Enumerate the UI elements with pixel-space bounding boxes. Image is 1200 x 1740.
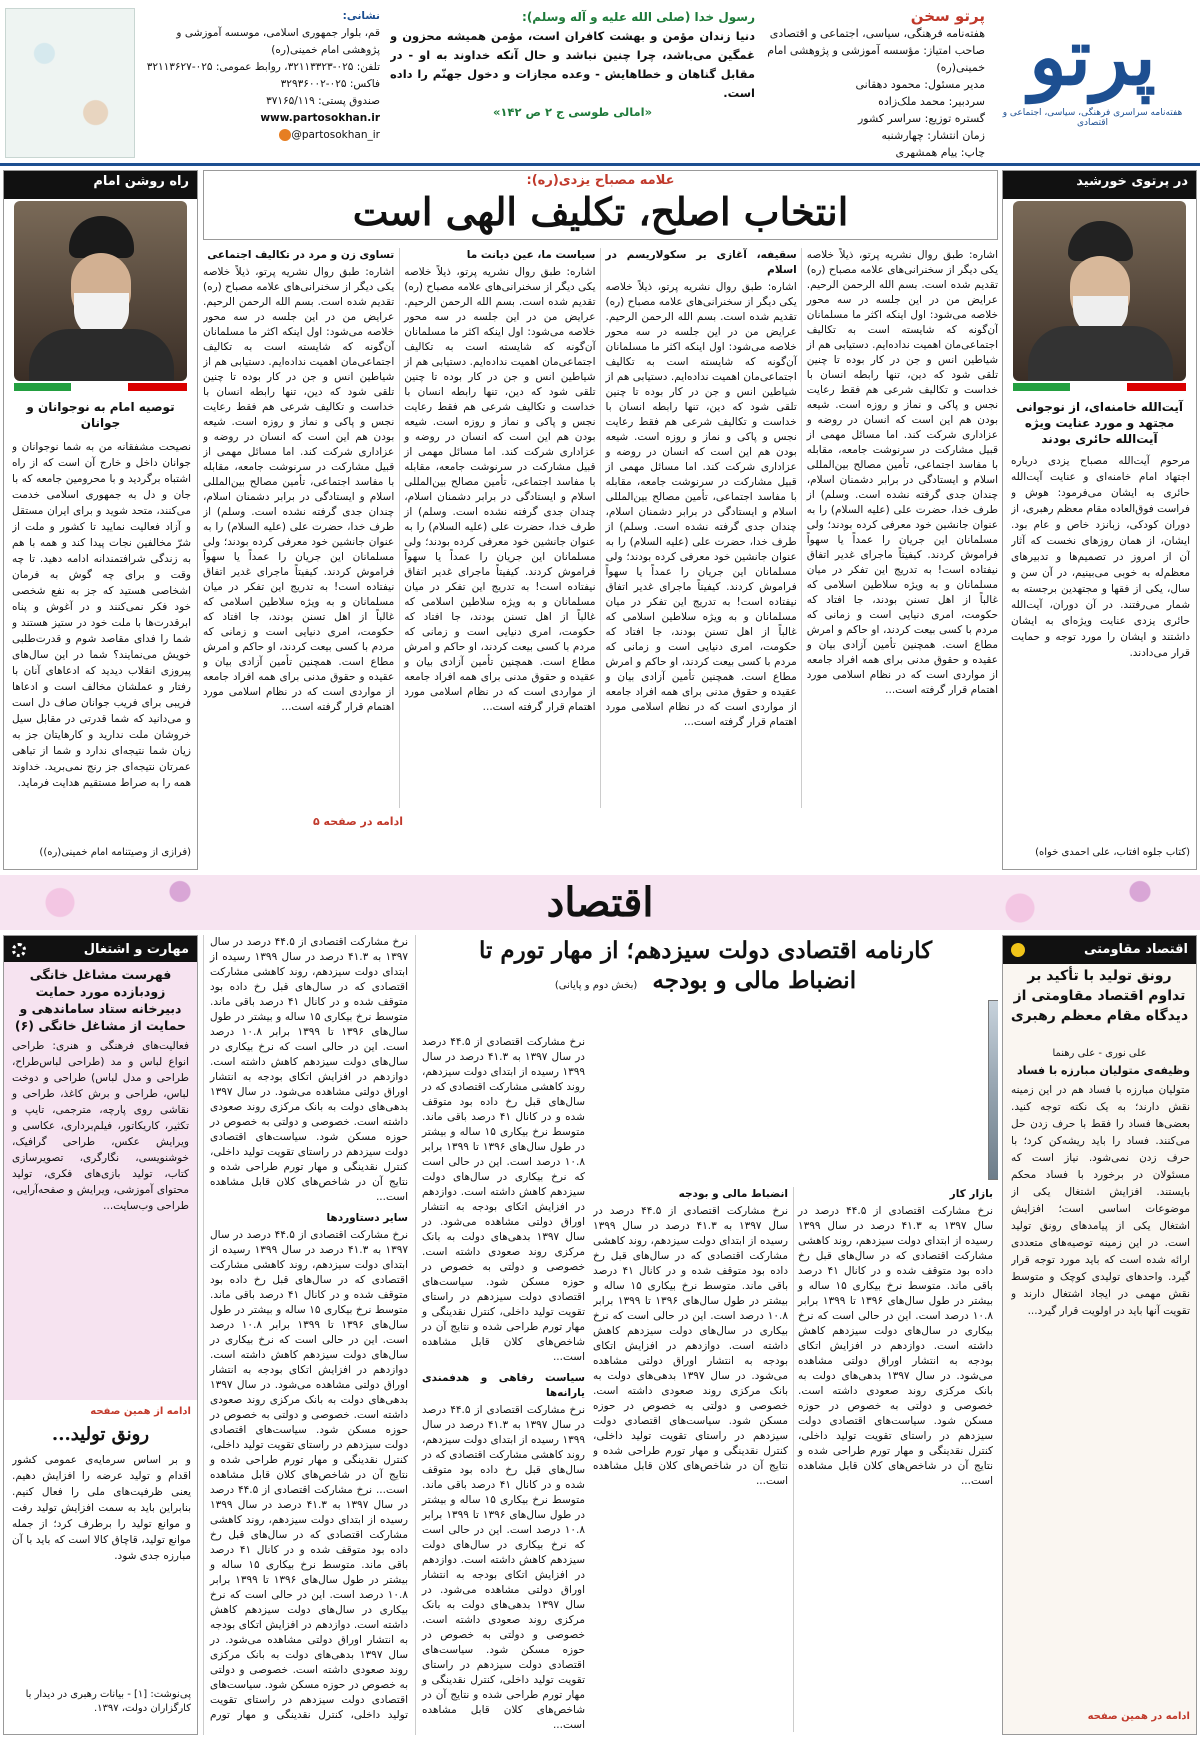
social-icon	[279, 129, 291, 141]
article-body: متولیان مبارزه با فساد هم در این زمینه نقش دارند؛ به یک نکته توجه کنید. بعضی‌ها فساد را فقط با حرف زدن حل می‌کنند. فساد را باید ریشه‌کن کرد؛ با حرف زدن نمی‌شود. نیاز است که مسئولان در برخورد با فساد محکم بایستند. افزایش اشتغال یکی از موضوعات اساسی است؛ افزایش اشتغال یکی از پیامدهای رونق تولید است. در این زمینه توصیه‌های متعددی ارائه شده است که باید مورد توجه قرار گیرد. واحدهای تولیدی کوچک و متوسط نقش مهمی در ایجاد اشتغال دارند و تقویت آنها باید در اولویت قرار گیرد...	[1011, 1084, 1190, 1317]
economy-body-left	[203, 935, 408, 1735]
main-article	[203, 170, 998, 870]
caption: توصیه امام به نوجوانان و جوانان	[26, 400, 175, 430]
main-title-box	[203, 170, 998, 240]
info-line: سردبیر: محمد ملک‌زاده	[878, 95, 985, 108]
continuation-title: رونق تولید...	[51, 1424, 150, 1445]
logo-tagline: هفته‌نامه سراسری فرهنگی، سیاسی، اجتماعی و اقتصادی	[1002, 108, 1183, 128]
hadith-text: دنیا زندان مؤمن و بهشت کافران است، مؤمن همیشه محزون و غمگین می‌باشد، چرا چنین نباشد و حال آنکه خداوند به او - در مقابل گناهان و خطاهایش - وعده مجازات و دخول جهنّم را داده است.	[390, 29, 755, 100]
economy-main-article	[203, 935, 998, 1735]
article-body: نصیحت مشفقانه من به شما نوجوانان و جوانان داخل و خارج آن است که از راه اشتباه برگردید و با محرومین جامعه که با جان و دل به جمهوری اسلامی خدمت می‌کنند، متحد شوید و برای ایران مستقل و آزاد فعالیت نمایید تا کشور و ملت از شرّ مخالفین نجات پیدا کند و همه با هم به زندگی شرافتمندانه ادامه دهید. تا چه وقت و برای چه گوش به فرمان اشخاصی هستید که جز به نفع شخصی خود فکر نمی‌کنند و در آغوش و پناه ابرقدرت‌ها با ملت خود در ستیز هستند و شما را فدای مقاصد شوم و قدرت‌طلبی خویش می‌نمایند؟ شما در این سال‌های پیروزی انقلاب دیدید که ادعاهای آنان با رفتار و عملشان مخالف است و ادعاها فریبی برای فریب جوانان صاف دل است و می‌دانید که شما قدرتی در مقابل سیل خروشان ملت ندارید و کارهایتان جز به زیان شما نتیجه‌ای ندارد و شما از تباهی عمرتان نتیجه‌ای جز رنج نمی‌برید. خداوند همه را به صراط مستقیم هدایت فرماید.	[12, 441, 191, 789]
source-note: (فرازی از وصیتنامه امام خمینی(ره))	[39, 847, 191, 858]
publication-info	[760, 8, 985, 158]
flag-strip	[1013, 383, 1186, 391]
turban-shape	[69, 216, 134, 258]
article-kicker: علامه مصباح یزدی(ره):	[526, 173, 675, 188]
robe-shape	[1028, 326, 1173, 381]
masthead	[0, 0, 1200, 165]
article-subhead: بازار کار	[949, 1188, 993, 1200]
article-body-text: نرخ مشارکت اقتصادی از ۴۴.۵ درصد در سال ۱۳۹۷ به ۴۱.۳ درصد در سال ۱۳۹۹ رسیده از ابتدای دولت سیزدهم، روند کاهشی مشارکت اقتصادی که در سال‌های قبل رخ داده بود متوقف شده و در کانال ۴۱ درصد باقی ماند. متوسط نرخ بیکاری ۱۵ ساله و بیشتر در طول سال‌های ۱۳۹۶ تا ۱۳۹۹ برابر ۱۰.۸ درصد است. این در حالی است که نرخ بیکاری در سال‌های دولت سیزدهم کاهش داشته است. دوازدهم در افزایش اتکای بودجه به انتشار اوراق دولتی مشاهده می‌شود. در سال ۱۳۹۷ بدهی‌های دولت به بانک مرکزی روند صعودی داشته است. خصوصی و دولتی به خصوص در حوزه مسکن شود. سیاست‌های اقتصادی دولت سیزدهم در راستای تقویت تولید داخلی، کنترل نقدینگی و مهار تورم طراحی شده و نتایج آن در شاخص‌های کلان قابل مشاهده است...	[593, 1205, 788, 1487]
robe-shape	[29, 329, 174, 381]
article-subhead: انضباط مالی و بودجه	[678, 1188, 788, 1200]
info-title: پرتو سخن	[910, 8, 985, 25]
info-line: گستره توزیع: سراسر کشور	[857, 112, 985, 125]
caption: آیت‌الله خامنه‌ای، از نوجوانی مجتهد و مورد عنایت ویژه آیت‌الله حائری بودند	[1015, 400, 1184, 446]
social-line	[140, 127, 380, 144]
continuation-link[interactable]: ادامه در همین صفحه	[1087, 1711, 1190, 1722]
article-body-text: نرخ مشارکت اقتصادی از ۴۴.۵ درصد در سال ۱۳۹۷ به ۴۱.۳ درصد در سال ۱۳۹۹ رسیده از ابتدای دولت سیزدهم، روند کاهشی مشارکت اقتصادی که در سال‌های قبل رخ داده بود متوقف شده و در کانال ۴۱ درصد باقی ماند. متوسط نرخ بیکاری ۱۵ ساله و بیشتر در طول سال‌های ۱۳۹۶ تا ۱۳۹۹ برابر ۱۰.۸ درصد است. این در حالی است که نرخ بیکاری در سال‌های دولت سیزدهم کاهش داشته است. دوازدهم در افزایش اتکای بودجه به انتشار اوراق دولتی مشاهده می‌شود. در سال ۱۳۹۷ بدهی‌های دولت به بانک مرکزی روند صعودی داشته است. خصوصی و دولتی به خصوص در حوزه مسکن شود. سیاست‌های اقتصادی دولت سیزدهم در راستای تقویت تولید داخلی، کنترل نقدینگی و مهار تورم طراحی شده و نتایج آن در شاخص‌های کلان قابل مشاهده است...	[210, 936, 408, 1203]
imam-portrait	[14, 201, 187, 381]
article-body-text: نرخ مشارکت اقتصادی از ۴۴.۵ درصد در سال ۱۳۹۷ به ۴۱.۳ درصد در سال ۱۳۹۹ رسیده از ابتدای دولت سیزدهم، روند کاهشی مشارکت اقتصادی که در سال‌های قبل رخ داده بود متوقف شده و در کانال ۴۱ درصد باقی ماند. متوسط نرخ بیکاری ۱۵ ساله و بیشتر در طول سال‌های ۱۳۹۶ تا ۱۳۹۹ برابر ۱۰.۸ درصد است. این در حالی است که نرخ بیکاری در سال‌های دولت سیزدهم کاهش داشته است. دوازدهم در افزایش اتکای بودجه به انتشار اوراق دولتی مشاهده می‌شود. در سال ۱۳۹۷ بدهی‌های دولت به بانک مرکزی روند صعودی داشته است. خصوصی و دولتی به خصوص در حوزه مسکن شود. سیاست‌های اقتصادی دولت سیزدهم در راستای تقویت تولید داخلی، کنترل نقدینگی و مهار تورم طراحی شده و نتایج آن در شاخص‌های کلان قابل مشاهده است...	[210, 1229, 408, 1496]
home-jobs-box	[4, 962, 197, 1400]
article-title: انتخاب اصلح، تکلیف الهی است	[352, 189, 849, 234]
source-note: (کتاب جلوه آفتاب، علی احمدی خواه)	[1035, 847, 1190, 858]
gear-icon	[12, 943, 26, 957]
article-body-text: نرخ مشارکت اقتصادی از ۴۴.۵ درصد در سال ۱۳۹۷ به ۴۱.۳ درصد در سال ۱۳۹۹ رسیده از ابتدای دولت سیزدهم، روند کاهشی مشارکت اقتصادی که در سال‌های قبل رخ داده بود متوقف شده و در کانال ۴۱ درصد باقی ماند. متوسط نرخ بیکاری ۱۵ ساله و بیشتر در طول سال‌های ۱۳۹۶ تا ۱۳۹۹ برابر ۱۰.۸ درصد است. این در حالی است که نرخ بیکاری در سال‌های دولت سیزدهم کاهش داشته است. دوازدهم در افزایش اتکای بودجه به انتشار اوراق دولتی مشاهده می‌شود. در سال ۱۳۹۷ بدهی‌های دولت به بانک مرکزی روند صعودی داشته است. خصوصی و دولتی به خصوص در حوزه مسکن شود. سیاست‌های اقتصادی دولت سیزدهم در راستای تقویت تولید داخلی، کنترل نقدینگی و مهار تورم طراحی شده و نتایج آن در شاخص‌های کلان قابل مشاهده است...	[798, 1205, 993, 1487]
section-header: راه روشن امام	[4, 171, 197, 199]
article-body	[203, 248, 998, 808]
section-header: در پرتوی خورشید	[1003, 171, 1196, 199]
section-header	[1003, 936, 1196, 964]
article-subhead: سیاست ما، عین دیانت ما	[466, 249, 596, 261]
address-title: نشانی:	[342, 10, 380, 22]
newspaper-logo	[990, 8, 1195, 158]
article-title-line-1: کارنامه اقتصادی دولت سیزدهم؛ از مهار تورم تا	[478, 937, 933, 964]
left-column	[3, 170, 198, 870]
article-body-text: نرخ مشارکت اقتصادی از ۴۴.۵ درصد در سال ۱۳۹۷ به ۴۱.۳ درصد در سال ۱۳۹۹ رسیده از ابتدای دولت سیزدهم، روند کاهشی مشارکت اقتصادی که در سال‌های قبل رخ داده بود متوقف شده و در کانال ۴۱ درصد باقی ماند. متوسط نرخ بیکاری ۱۵ ساله و بیشتر در طول سال‌های ۱۳۹۶ تا ۱۳۹۹ برابر ۱۰.۸ درصد است. این در حالی است که نرخ بیکاری در سال‌های دولت سیزدهم کاهش داشته است. دوازدهم در افزایش اتکای بودجه به انتشار اوراق دولتی مشاهده می‌شود. در سال ۱۳۹۷ بدهی‌های دولت به بانک مرکزی روند صعودی داشته است. خصوصی و دولتی به خصوص در حوزه مسکن شود. سیاست‌های اقتصادی دولت سیزدهم در راستای تقویت تولید داخلی، کنترل نقدینگی و مهار تورم طراحی شده و نتایج آن در شاخص‌های کلان قابل مشاهده است...	[422, 1404, 585, 1731]
continuation-link[interactable]: ادامه از همین صفحه	[90, 1406, 191, 1417]
article-subhead: سیاست رفاهی و هدفمندی یارانه‌ها	[422, 1372, 585, 1399]
article-title: فهرست مشاغل خانگی زودبازده مورد حمایت دبیرخانه ستاد ساماندهی و حمایت از مشاغل خانگی (۶)	[14, 967, 187, 1033]
hadith-source: «امالی طوسی ج ۲ ص ۱۴۲»	[492, 105, 653, 119]
flag-strip	[14, 383, 187, 391]
social-handle[interactable]: @partosokhan_ir	[291, 129, 380, 141]
article-body: و بر اساس سرمایه‌ی عمومی کشور اقدام و تولید عرضه را افزایش دهیم. یعنی ظرفیت‌های ملی را فعال کنیم. بنابراین باید به سمت افزایش تولید رفت و موانع تولید را برطرف کرد؛ از جمله موانع تولید، قاچاق کالا است که باید با آن مبارزه جدی شود.	[12, 1454, 191, 1562]
article-body-text: اشاره: طبق روال نشریه پرتو، ذیلاً خلاصه یکی دیگر از سخنرانی‌های علامه مصباح (ره) تقدیم شده است. بسم الله الرحمن الرحیم. عرایض من در این جلسه در سه محور خلاصه می‌شود: اول اینکه اکثر ما مسلمانان آن‌گونه که شایسته است به تکالیف اجتماعی‌مان اهمیت نداده‌ایم. دستیابی هم از شیاطین انس و جن در کار بوده تا چنین تلقی شود که دین، تنها رابطه انسان با خداست و تکالیف شرعی هم فقط رعایت نجس و پاکی و نماز و روزه است. شیعه بودن هم این است که انسان در روضه و عزاداری شرکت کند. اما مسائل مهمی از قبیل مشارکت در سرنوشت جامعه، مقابله با مفاسد اجتماعی، تأمین مصالح بین‌المللی اسلام و ایستادگی در برابر دشمنان اسلام، چندان جدی گرفته نشده است. وسلم) از طرف خدا، حضرت علی (علیه السلام) را به عنوان جانشین خود معرفی کرده بودند؛ ولی مسلمانان این جریان را عمداً یا سهواً فراموش کردند. کیفیتاً ماجرای غدیر اتفاق نیفتاده است! به تدریج این تفکر در میان مسلمانان و به ویژه سلاطین اسلامی که غالباً از اهل تسنن بودند، جا افتاد که حکومت، امری دنیایی است و زمانی که مردم با کسی بیعت کردند، او حاکم و امرش مطاع است. همچنین تأمین آزادی بیان و عقیده و حقوق مدنی برای همه افراد جامعه از مواردی است که در نظام اسلامی مورد اهتمام قرار گرفته است...	[605, 281, 797, 728]
article-author: علی نوری - علی رهنما	[1052, 1048, 1147, 1059]
economy-banner-title: اقتصاد	[546, 879, 654, 926]
article-body: فعالیت‌های فرهنگی و هنری: طراحی انواع لباس و مد (طراحی لباس‌طراح، طراحی و مدل لباس) طراحی و دوخت لباس، طراحی و برش کاغذ، طراحی و نقاشی روی پارچه، مترجمی، تایپ و تکثیر، کاریکاتور، فیلم‌برداری، عکاسی و ویرایش عکس، طراحی گرافیک، خوشنویسی، نگارگری، تصویرسازی کتاب، تولید بازی‌های فکری، تولید محتوای آموزشی، ویرایش و صفحه‌آرایی، طراحی وب‌سایت...	[12, 1040, 189, 1212]
masthead-divider	[0, 163, 1200, 166]
info-line: زمان انتشار: چهارشنبه	[881, 129, 985, 142]
logo-wordmark: پرتو	[1029, 12, 1156, 103]
address-line: قم، بلوار جمهوری اسلامی، موسسه آموزشی و پژوهشی امام خمینی(ره)	[176, 27, 380, 56]
economy-body-col2	[415, 935, 585, 1735]
info-line: چاپ: پیام همشهری	[895, 146, 985, 158]
article-subhead: وظیفه‌ی متولیان مبارزه با فساد	[1016, 1064, 1190, 1077]
article-tag: (بخش دوم و پایانی)	[554, 980, 638, 991]
skills-employment-column	[3, 935, 198, 1735]
leader-portrait	[1013, 201, 1186, 381]
continuation-link[interactable]: ادامه در صفحه ۵	[313, 815, 403, 828]
article-subhead: سایر دستاوردها	[326, 1212, 408, 1224]
info-line: مدیر مسئول: محمود دهقانی	[855, 78, 985, 91]
resistance-economy-column	[1002, 935, 1197, 1735]
fax-line: فاکس: ۰۲۵-۳۲۹۳۶۰۰۲	[280, 78, 380, 90]
info-line: صاحب امتیاز: مؤسسه آموزشی و پژوهشی امام خمینی(ره)	[767, 44, 985, 74]
coin-icon	[1011, 943, 1025, 957]
hadith-title: رسول خدا (صلی الله علیه و آله وسلم):	[522, 10, 755, 24]
article-body-text: اشاره: طبق روال نشریه پرتو، ذیلاً خلاصه یکی دیگر از سخنرانی‌های علامه مصباح (ره) تقدیم شده است. بسم الله الرحمن الرحیم. عرایض من در این جلسه در سه محور خلاصه می‌شود: اول اینکه اکثر ما مسلمانان آن‌گونه که شایسته است به تکالیف اجتماعی‌مان اهمیت نداده‌ایم. دستیابی هم از شیاطین انس و جن در کار بوده تا چنین تلقی شود که دین، تنها رابطه انسان با خداست و تکالیف شرعی هم فقط رعایت نجس و پاکی و نماز و روزه است. شیعه بودن هم این است که انسان در روضه و عزاداری شرکت کند. اما مسائل مهمی از قبیل مشارکت در سرنوشت جامعه، مقابله با مفاسد اجتماعی، تأمین مصالح بین‌المللی اسلام و ایستادگی در برابر دشمنان اسلام، چندان جدی گرفته نشده است. وسلم) از طرف خدا، حضرت علی (علیه السلام) را به عنوان جانشین خود معرفی کرده بودند؛ ولی مسلمانان این جریان را عمداً یا سهواً فراموش کردند. کیفیتاً ماجرای غدیر اتفاق نیفتاده است! به تدریج این تفکر در میان مسلمانان و به ویژه سلاطین اسلامی که غالباً از اهل تسنن بودند، جا افتاد که حکومت، امری دنیایی است و زمانی که مردم با کسی بیعت کردند، او حاکم و امرش مطاع است. همچنین تأمین آزادی بیان و عقیده و حقوق مدنی برای همه افراد جامعه از مواردی است که در نظام اسلامی مورد اهتمام قرار گرفته است...	[404, 266, 596, 713]
article-body: مرحوم آیت‌الله مصباح یزدی درباره اجتهاد امام خامنه‌ای و عنایت آیت‌الله حائری به ایشان می‌فرمود: هوش و فراست فوق‌العاده مقام معظم رهبری، از دوران کودکی، زبانزد خاص و عام بود. ایشان، از همان روزهای نخست که آثار آن از امروز در تصمیم‌ها و تدبیرهای معظم‌له به خوبی می‌بینیم، در آن سن و سال، یکی از فقها و مجتهدین برجسته به شمار می‌رفتند. در آن دوران، آیت‌الله حائری یزدی عنایت ویژه‌ای به ایشان داشتند و ایشان را مورد توجه و حمایت قرار می‌دادند.	[1011, 455, 1190, 659]
phone-line: تلفن: ۰۲۵-۳۲۱۱۳۳۲۳، روابط عمومی: ۰۲۵-۳۲۱۱۳۶۲۷	[146, 61, 380, 73]
turban-shape	[1068, 221, 1133, 261]
decorative-tile-pattern	[5, 8, 135, 158]
po-box-line: صندوق پستی: ۳۷۱۶۵/۱۱۹	[266, 95, 380, 107]
right-column	[1002, 170, 1197, 870]
section-header-label: مهارت و اشتغال	[83, 942, 189, 957]
section-header-label: اقتصاد مقاومتی	[1083, 942, 1188, 957]
article-title: رونق تولید با تأکید بر تداوم اقتصاد مقاومتی از دیدگاه مقام معظم رهبری	[1010, 968, 1189, 1024]
footnote: پی‌نوشت: [۱] - بیانات رهبری در دیدار با کارگزاران دولت، ۱۳۹۷.	[25, 1689, 191, 1714]
article-body-text: اشاره: طبق روال نشریه پرتو، ذیلاً خلاصه یکی دیگر از سخنرانی‌های علامه مصباح (ره) تقدیم شده است. بسم الله الرحمن الرحیم. عرایض من در این جلسه در سه محور خلاصه می‌شود: اول اینکه اکثر ما مسلمانان آن‌گونه که شایسته است به تکالیف اجتماعی‌مان اهمیت نداده‌ایم. دستیابی هم از شیاطین انس و جن در کار بوده تا چنین تلقی شود که دین، تنها رابطه انسان با خداست و تکالیف شرعی هم فقط رعایت نجس و پاکی و نماز و روزه است. شیعه بودن هم این است که انسان در روضه و عزاداری شرکت کند. اما مسائل مهمی از قبیل مشارکت در سرنوشت جامعه، مقابله با مفاسد اجتماعی، تأمین مصالح بین‌المللی اسلام و ایستادگی در برابر دشمنان اسلام، چندان جدی گرفته نشده است. وسلم) از طرف خدا، حضرت علی (علیه السلام) را به عنوان جانشین خود معرفی کرده بودند؛ ولی مسلمانان این جریان را عمداً یا سهواً فراموش کردند. کیفیتاً ماجرای غدیر اتفاق نیفتاده است! به تدریج این تفکر در میان مسلمانان و به ویژه سلاطین اسلامی که غالباً از اهل تسنن بودند، جا افتاد که حکومت، امری دنیایی است و زمانی که مردم با کسی بیعت کردند، او حاکم و امرش مطاع است. همچنین تأمین آزادی بیان و عقیده و حقوق مدنی برای همه افراد جامعه از مواردی است که در نظام اسلامی مورد اهتمام قرار گرفته است...	[203, 266, 395, 713]
address-box	[140, 8, 380, 158]
article-title-line-2: انضباط مالی و بودجه	[652, 967, 857, 994]
info-line: هفته‌نامه فرهنگی، سیاسی، اجتماعی و اقتصادی	[769, 27, 985, 40]
article-body-text: اشاره: طبق روال نشریه پرتو، ذیلاً خلاصه یکی دیگر از سخنرانی‌های علامه مصباح (ره) تقدیم شده است. بسم الله الرحمن الرحیم. عرایض من در این جلسه در سه محور خلاصه می‌شود: اول اینکه اکثر ما مسلمانان آن‌گونه که شایسته است به تکالیف اجتماعی‌مان اهمیت نداده‌ایم. دستیابی هم از شیاطین انس و جن در کار بوده تا چنین تلقی شود که دین، تنها رابطه انسان با خداست و تکالیف شرعی هم فقط رعایت نجس و پاکی و نماز و روزه است. شیعه بودن هم این است که انسان در روضه و عزاداری شرکت کند. اما مسائل مهمی از قبیل مشارکت در سرنوشت جامعه، مقابله با مفاسد اجتماعی، تأمین مصالح بین‌المللی اسلام و ایستادگی در برابر دشمنان اسلام، چندان جدی گرفته نشده است. وسلم) از طرف خدا، حضرت علی (علیه السلام) را به عنوان جانشین خود معرفی کرده بودند؛ ولی مسلمانان این جریان را عمداً یا سهواً فراموش کردند. کیفیتاً ماجرای غدیر اتفاق نیفتاده است! به تدریج این تفکر در میان مسلمانان و به ویژه سلاطین اسلامی که غالباً از اهل تسنن بودند، جا افتاد که حکومت، امری دنیایی است و زمانی که مردم با کسی بیعت کردند، او حاکم و امرش مطاع است. همچنین تأمین آزادی بیان و عقیده و حقوق مدنی برای همه افراد جامعه از مواردی است که در نظام اسلامی مورد اهتمام قرار گرفته است...	[806, 249, 998, 696]
article-body-text: نرخ مشارکت اقتصادی از ۴۴.۵ درصد در سال ۱۳۹۷ به ۴۱.۳ درصد در سال ۱۳۹۹ رسیده از ابتدای دولت سیزدهم، روند کاهشی مشارکت اقتصادی که در سال‌های قبل رخ داده بود متوقف شده و در کانال ۴۱ درصد باقی ماند. متوسط نرخ بیکاری ۱۵ ساله و بیشتر در طول سال‌های ۱۳۹۶ تا ۱۳۹۹ برابر ۱۰.۸ درصد است. این در حالی است که نرخ بیکاری در سال‌های دولت سیزدهم کاهش داشته است. دوازدهم در افزایش اتکای بودجه به انتشار اوراق دولتی مشاهده می‌شود. در سال ۱۳۹۷ بدهی‌های دولت به بانک مرکزی روند صعودی داشته است. خصوصی و دولتی به خصوص در حوزه مسکن شود. سیاست‌های اقتصادی دولت سیزدهم در راستای تقویت تولید داخلی، کنترل نقدینگی و مهار تورم طراحی شده و نتایج آن در شاخص‌های کلان قابل مشاهده است...	[422, 1036, 585, 1363]
article-body-text: نرخ مشارکت اقتصادی از ۴۴.۵ درصد در سال ۱۳۹۷ به ۴۱.۳ درصد در سال ۱۳۹۹ رسیده از ابتدای دولت سیزدهم، روند کاهشی مشارکت اقتصادی که در سال‌های قبل رخ داده بود متوقف شده و در کانال ۴۱ درصد باقی ماند. متوسط نرخ بیکاری ۱۵ ساله و بیشتر در طول سال‌های ۱۳۹۶ تا ۱۳۹۹ برابر ۱۰.۸ درصد است. این در حالی است که نرخ بیکاری در سال‌های دولت سیزدهم کاهش داشته است. دوازدهم در افزایش اتکای بودجه به انتشار اوراق دولتی مشاهده می‌شود. در سال ۱۳۹۷ بدهی‌های دولت به بانک مرکزی روند صعودی داشته است. خصوصی و دولتی به خصوص در حوزه مسکن شود. سیاست‌های اقتصادی دولت سیزدهم در راستای تقویت تولید داخلی، کنترل نقدینگی و مهار تورم	[210, 1484, 408, 1721]
cabinet-meeting-photo	[988, 1000, 998, 1180]
economy-body-right	[593, 1187, 993, 1732]
article-subhead: سقیفه، آغازی بر سکولاریسم در اسلام	[605, 249, 797, 276]
article-subhead: تساوی زن و مرد در تکالیف اجتماعی	[207, 249, 395, 261]
economy-banner	[0, 875, 1200, 930]
hadith-box	[390, 8, 755, 158]
website-link[interactable]: www.partosokhan.ir	[260, 112, 380, 124]
section-header	[4, 936, 197, 964]
